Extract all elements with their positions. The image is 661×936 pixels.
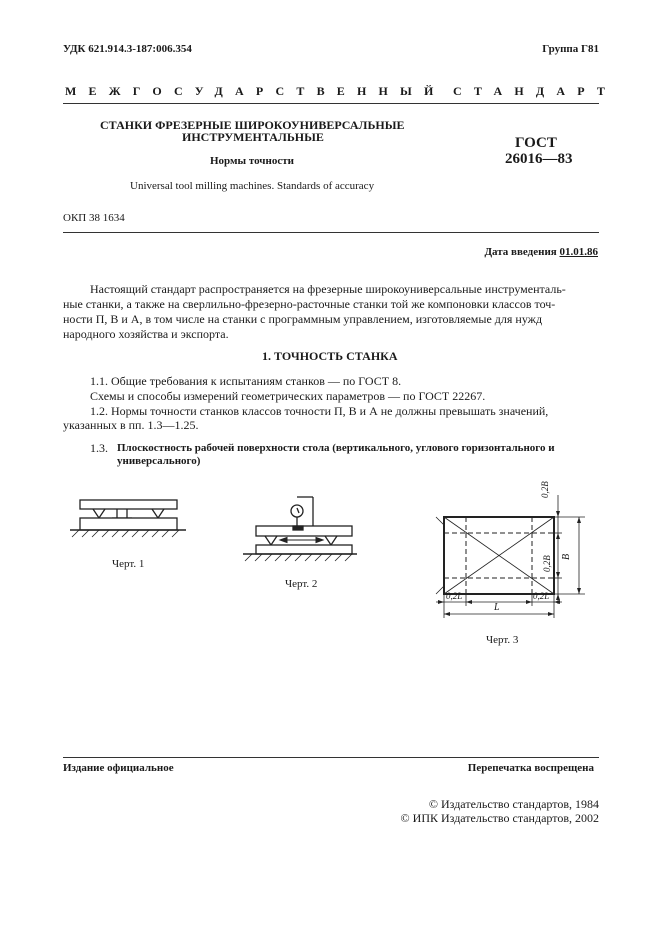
figure-3-caption: Черт. 3 [486,634,519,646]
para-1-3b: универсального) [117,455,201,467]
dim-02b-mid: 0,2B [542,555,552,572]
para-1-3a: Плоскостность рабочей поверхности стола (вертикального, углового горизонтального и [117,442,555,454]
title-rule [63,232,599,233]
intro-line4: народного хозяйства и экспорта. [63,327,229,341]
para-1-3-number: 1.3. [90,441,108,455]
okp-code: ОКП 38 1634 [63,212,125,224]
dim-b: B [561,553,572,560]
copyright-1984: © Издательство стандартов, 1984 [428,797,599,811]
title-english: Universal tool milling machines. Standards of accuracy [130,180,375,192]
footer-reprint: Перепечатка воспрещена [467,762,594,774]
dim-02l-left: 0,2L [446,591,463,601]
udk-code: УДК 621.914.3-187:006.354 [63,43,192,55]
banner-rule [63,103,599,104]
footer-rule [63,757,599,758]
para-1-1b: Схемы и способы измерений геометрических параметров — по ГОСТ 22267. [90,389,486,403]
group-code: Группа Г81 [542,43,599,55]
figure-2-caption: Черт. 2 [285,578,318,590]
intro-line1: Настоящий стандарт распространяется на фрезерные широкоуниверсальные инструменталь- [90,282,566,296]
dim-02l-right: 0,2L [533,591,550,601]
title-line2: ИНСТРУМЕНТАЛЬНЫЕ [182,130,324,144]
gost-number: 26016—83 [505,151,573,167]
intro-line3: ности П, В и А, в том числе на станки с программным управлением, изготовляемые для нужд [63,312,543,326]
para-1-1: 1.1. Общие требования к испытаниям станков — по ГОСТ 8. [90,374,402,388]
para-1-2a: 1.2. Нормы точности станков классов точности П, В и А не должны превышать значений, [90,404,549,418]
title-line1: СТАНКИ ФРЕЗЕРНЫЕ ШИРОКОУНИВЕРСАЛЬНЫЕ [100,118,405,132]
gost-label: ГОСТ [515,135,557,151]
title-subtitle: Нормы точности [210,155,294,167]
figure-1-caption: Черт. 1 [112,558,145,570]
intro-date-label: Дата введения [484,246,557,258]
dim-02b-top: 0,2B [540,481,550,498]
intro-date [484,246,598,258]
footer-official: Издание официальное [63,762,174,774]
para-1-2b: указанных в пп. 1.3—1.25. [63,418,199,432]
copyright-2002: © ИПК Издательство стандартов, 2002 [400,811,599,825]
banner-standard: СТАНДАРТ [453,84,618,98]
banner-interstate: МЕЖГОСУДАРСТВЕННЫЙ [65,84,446,98]
section-heading: 1. ТОЧНОСТЬ СТАНКА [262,349,398,363]
dim-l: L [494,602,500,613]
intro-date-value: 01.01.86 [559,246,598,258]
intro-line2: ные станки, а также на сверлильно-фрезерно-расточные станки той же компоновки классов точ- [63,297,556,311]
